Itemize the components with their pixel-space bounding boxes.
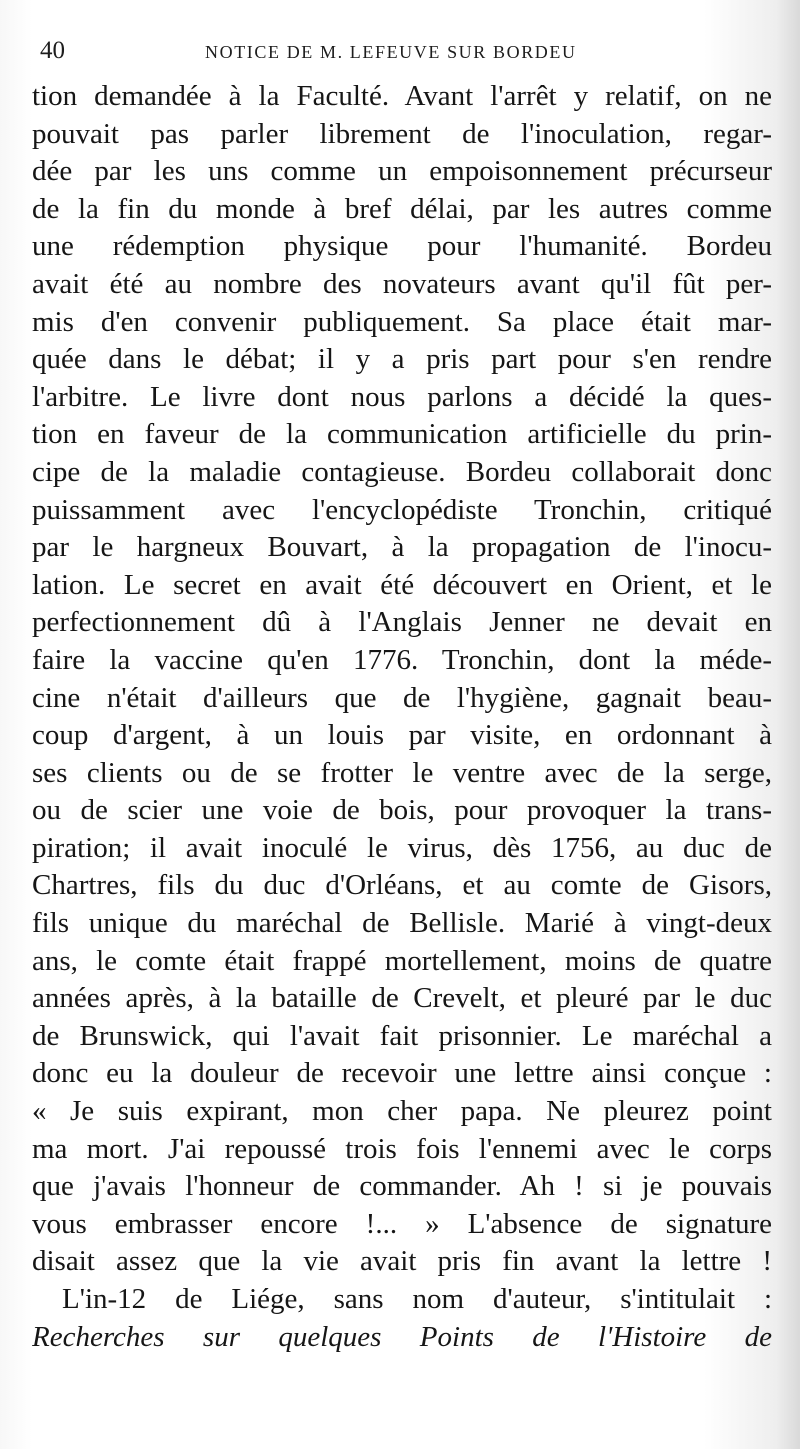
text-line: de la fin du monde à bref délai, par les autres comme <box>32 192 772 225</box>
text-line: avait été au nombre des novateurs avant qu'il fût per- <box>32 267 772 300</box>
text-line: l'arbitre. Le livre dont nous parlons a décidé la ques- <box>32 380 772 413</box>
text-line: années après, à la bataille de Crevelt, et pleuré par le duc <box>32 982 772 1015</box>
text-line: perfectionnement dû à l'Anglais Jenner ne devait en <box>32 606 772 639</box>
text-line: tion demandée à la Faculté. Avant l'arrêt y relatif, on ne <box>32 80 772 112</box>
paragraph-start-line: L'in-12 de Liége, sans nom d'auteur, s'intitulait : <box>62 1283 772 1315</box>
text-line: cine n'était d'ailleurs que de l'hygiène, gagnait beau- <box>32 681 772 714</box>
text-line: « Je suis expirant, mon cher papa. Ne pleurez point <box>32 1095 772 1128</box>
text-line: coup d'argent, à un louis par visite, en ordonnant à <box>32 719 772 752</box>
text-line: disait assez que la vie avait pris fin avant la lettre ! <box>32 1245 772 1278</box>
page-header <box>40 36 780 66</box>
text-line: de Brunswick, qui l'avait fait prisonnier. Le maréchal a <box>32 1019 772 1052</box>
text-line: piration; il avait inoculé le virus, dès 1756, au duc de <box>32 831 772 864</box>
text-line: ses clients ou de se frotter le ventre avec de la serge, <box>32 756 772 789</box>
text-line: faire la vaccine qu'en 1776. Tronchin, dont la méde- <box>32 643 772 676</box>
text-line: quée dans le débat; il y a pris part pour s'en rendre <box>32 343 772 376</box>
text-line: lation. Le secret en avait été découvert en Orient, et le <box>32 568 772 601</box>
body-text <box>32 78 772 1356</box>
text-line: vous embrasser encore !... » L'absence de signature <box>32 1207 772 1240</box>
running-title: NOTICE DE M. LEFEUVE SUR BORDEU <box>205 42 577 62</box>
text-line: mis d'en convenir publiquement. Sa place était mar- <box>32 305 772 338</box>
text-line: ou de scier une voie de bois, pour provoquer la trans- <box>32 794 772 827</box>
text-line: par le hargneux Bouvart, à la propagation de l'inocu- <box>32 531 772 564</box>
text-line: puissamment avec l'encyclopédiste Tronchin, critiqué <box>32 493 772 526</box>
text-line: une rédemption physique pour l'humanité. Bordeu <box>32 230 772 263</box>
text-line: dée par les uns comme un empoisonnement précurseur <box>32 155 772 188</box>
text-line: donc eu la douleur de recevoir une lettre ainsi conçue : <box>32 1057 772 1090</box>
page-number: 40 <box>40 37 65 64</box>
text-line: tion en faveur de la communication artificielle du prin- <box>32 418 772 451</box>
text-line: ans, le comte était frappé mortellement, moins de quatre <box>32 944 772 977</box>
book-title-line: Recherches sur quelques Points de l'Histoire de <box>32 1320 772 1353</box>
text-line: ma mort. J'ai repoussé trois fois l'ennemi avec le corps <box>32 1132 772 1165</box>
text-line: pouvait pas parler librement de l'inoculation, regar- <box>32 117 772 150</box>
text-line: que j'avais l'honneur de commander. Ah ! si je pouvais <box>32 1170 772 1203</box>
text-line: cipe de la maladie contagieuse. Bordeu collaborait donc <box>32 455 772 488</box>
text-line: Chartres, fils du duc d'Orléans, et au comte de Gisors, <box>32 869 772 902</box>
text-line: fils unique du maréchal de Bellisle. Marié à vingt-deux <box>32 907 772 940</box>
